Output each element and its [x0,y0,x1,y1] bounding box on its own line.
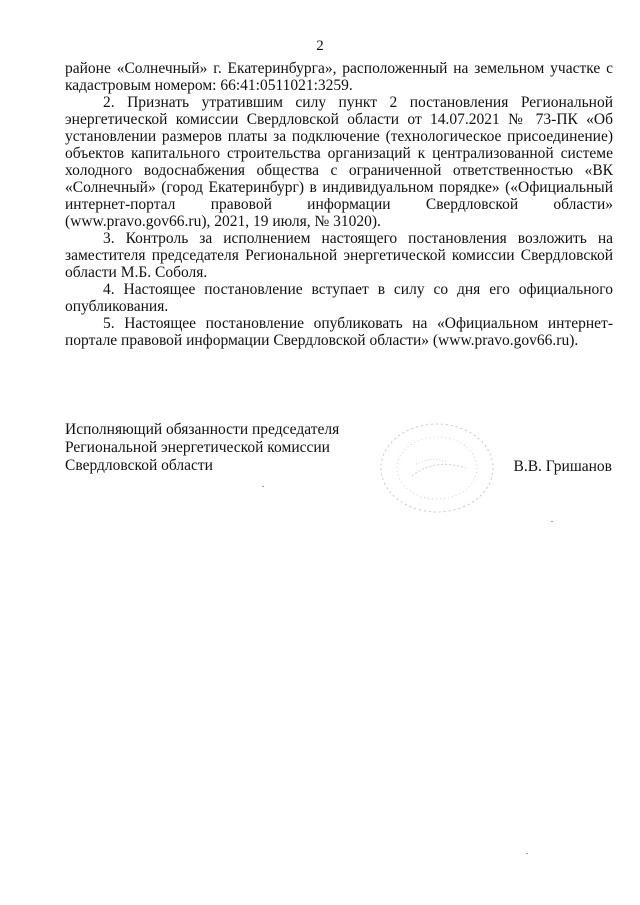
faint-stamp-icon [374,418,500,518]
document-body [65,60,613,349]
scan-speck [526,853,528,854]
scan-speck [262,486,264,487]
position-line: Региональной энергетической комиссии [65,439,330,456]
position-line: Свердловской области [65,457,213,474]
signer-name: В.В. Гришанов [513,458,612,475]
paragraph-item-4: 4. Настоящее постановление вступает в силу со дня его официального опубликования. [65,281,613,315]
paragraph-continuation: районе «Солнечный» г. Екатеринбурга», расположенный на земельном участке с кадастровым номером: 66:41:0511021:3259. [65,60,613,94]
position-line: Исполняющий обязанности председателя [65,421,340,438]
paragraph-item-2: 2. Признать утратившим силу пункт 2 постановления Региональной энергетической комиссии Свердловской области от 14.07.2021 № 73-ПК «Об установлении размеров платы за подключение (технологическое присоединение) объектов капитального строительства организаций к централизованной системе холодного водоснабжения общества с ограниченной ответственностью «ВК «Солнечный» (город Екатеринбург) в индивидуальном порядке» («Официальный интернет-портал правовой информации Свердловской области» (www.pravo.gov66.ru), 2021, 19 июля, № 31020). [65,94,613,230]
paragraph-item-3: 3. Контроль за исполнением настоящего постановления возложить на заместителя председателя Региональной энергетической комиссии Свердловской области М.Б. Соболя. [65,230,613,281]
paragraph-item-5: 5. Настоящее постановление опубликовать на «Официальном интернет-портале правовой информации Свердловской области» (www.pravo.gov66.ru). [65,315,613,349]
scan-speck [551,521,553,522]
signatory-position [65,421,339,475]
page-number: 2 [316,38,324,54]
